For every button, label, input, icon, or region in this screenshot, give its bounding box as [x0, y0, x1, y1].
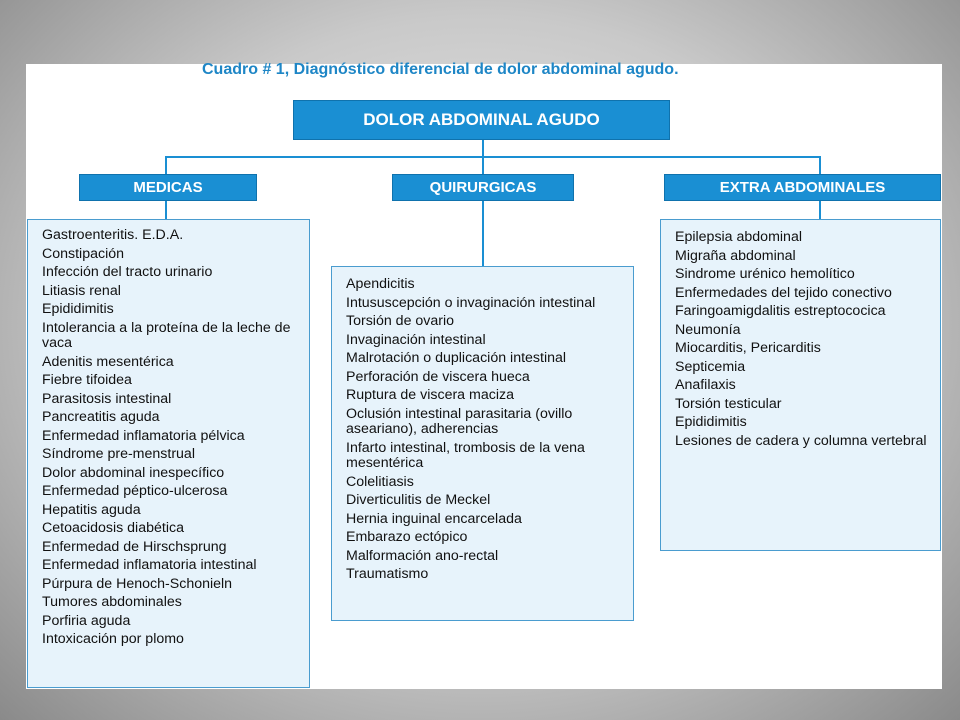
- list-item: Enfermedades del tejido conectivo: [675, 284, 892, 301]
- list-item: Epididimitis: [675, 414, 747, 430]
- connector-extra-box: [819, 201, 821, 219]
- list-item: Lesiones de cadera y columna vertebral: [675, 432, 927, 449]
- list-item: Litiasis renal: [42, 282, 121, 299]
- category-list-quirurgicas: [331, 266, 634, 621]
- list-item: Enfermedad de Hirschsprung: [42, 538, 227, 555]
- list-item: Traumatismo: [346, 566, 429, 582]
- list-item: Faringoamigdalitis estreptococica: [675, 303, 886, 319]
- item-list: [675, 230, 932, 449]
- list-item: Síndrome pre-menstrual: [42, 446, 195, 462]
- list-item: Hernia inguinal encarcelada: [346, 510, 522, 527]
- list-item: Enfermedad inflamatoria intestinal: [42, 557, 257, 573]
- list-item: Fiebre tifoidea: [42, 372, 132, 388]
- list-item: Cetoacidosis diabética: [42, 520, 184, 536]
- list-item: Parasitosis intestinal: [42, 390, 172, 407]
- connector-extra: [819, 156, 821, 174]
- list-item: Tumores abdominales: [42, 594, 182, 610]
- connector-root-down: [482, 140, 484, 157]
- list-item: Neumonía: [675, 321, 741, 338]
- category-header-label: QUIRURGICAS: [429, 179, 537, 196]
- list-item: Infarto intestinal, trombosis de la vena mesentérica: [346, 439, 585, 471]
- list-item: Invaginación intestinal: [346, 331, 486, 348]
- list-item: Dolor abdominal inespecífico: [42, 464, 225, 481]
- category-header-extra-abdominales: [664, 174, 941, 201]
- connector-quirurgicas-box: [482, 201, 484, 266]
- list-item: Anafilaxis: [675, 377, 736, 393]
- list-item: Hepatitis aguda: [42, 501, 141, 518]
- list-item: Malrotación o duplicación intestinal: [346, 350, 567, 366]
- list-item: Intoxicación por plomo: [42, 631, 184, 647]
- list-item: Miocarditis, Pericarditis: [675, 340, 821, 356]
- list-item: Pancreatitis aguda: [42, 409, 160, 425]
- list-item: Porfiria aguda: [42, 612, 131, 629]
- list-item: Perforación de viscera hueca: [346, 368, 530, 385]
- item-list: [42, 228, 301, 648]
- connector-quirurgicas: [482, 156, 484, 174]
- list-item: Epilepsia abdominal: [675, 229, 802, 245]
- list-item: Enfermedad péptico-ulcerosa: [42, 483, 228, 499]
- list-item: Migraña abdominal: [675, 247, 796, 264]
- category-list-extra-abdominales: [660, 219, 941, 551]
- list-item: Epididimitis: [42, 301, 114, 317]
- list-item: Intususcepción o invaginación intestinal: [346, 294, 596, 311]
- connector-medicas-box: [165, 201, 167, 219]
- diagram-title: Cuadro # 1, Diagnóstico diferencial de dolor abdominal agudo.: [202, 61, 679, 78]
- list-item: Colelitiasis: [346, 473, 414, 490]
- list-item: Intolerancia a la proteína de la leche de vaca: [42, 319, 291, 351]
- category-header-quirurgicas: [392, 174, 574, 201]
- item-list: [346, 277, 625, 583]
- list-item: Infección del tracto urinario: [42, 264, 213, 280]
- list-item: Constipación: [42, 245, 125, 262]
- category-header-label: EXTRA ABDOMINALES: [719, 179, 886, 196]
- category-list-medicas: [27, 219, 310, 688]
- list-item: Sindrome urénico hemolítico: [675, 266, 855, 282]
- root-node-label: DOLOR ABDOMINAL AGUDO: [363, 110, 600, 129]
- category-header-label: MEDICAS: [133, 179, 203, 196]
- list-item: Apendicitis: [346, 276, 415, 292]
- list-item: Enfermedad inflamatoria pélvica: [42, 427, 245, 444]
- list-item: Embarazo ectópico: [346, 529, 468, 545]
- list-item: Malformación ano-rectal: [346, 547, 499, 564]
- list-item: Torsión de ovario: [346, 313, 455, 329]
- list-item: Septicemia: [675, 358, 746, 375]
- connector-horizontal: [165, 156, 820, 158]
- root-node: [293, 100, 670, 140]
- list-item: Gastroenteritis. E.D.A.: [42, 227, 184, 243]
- list-item: Oclusión intestinal parasitaria (ovillo aseariano), adherencias: [346, 405, 573, 437]
- list-item: Torsión testicular: [675, 395, 782, 412]
- category-header-medicas: [79, 174, 257, 201]
- list-item: Púrpura de Henoch-Schonieln: [42, 575, 233, 592]
- list-item: Adenitis mesentérica: [42, 353, 174, 370]
- list-item: Diverticulitis de Meckel: [346, 492, 491, 508]
- connector-medicas: [165, 156, 167, 174]
- list-item: Ruptura de viscera maciza: [346, 387, 514, 403]
